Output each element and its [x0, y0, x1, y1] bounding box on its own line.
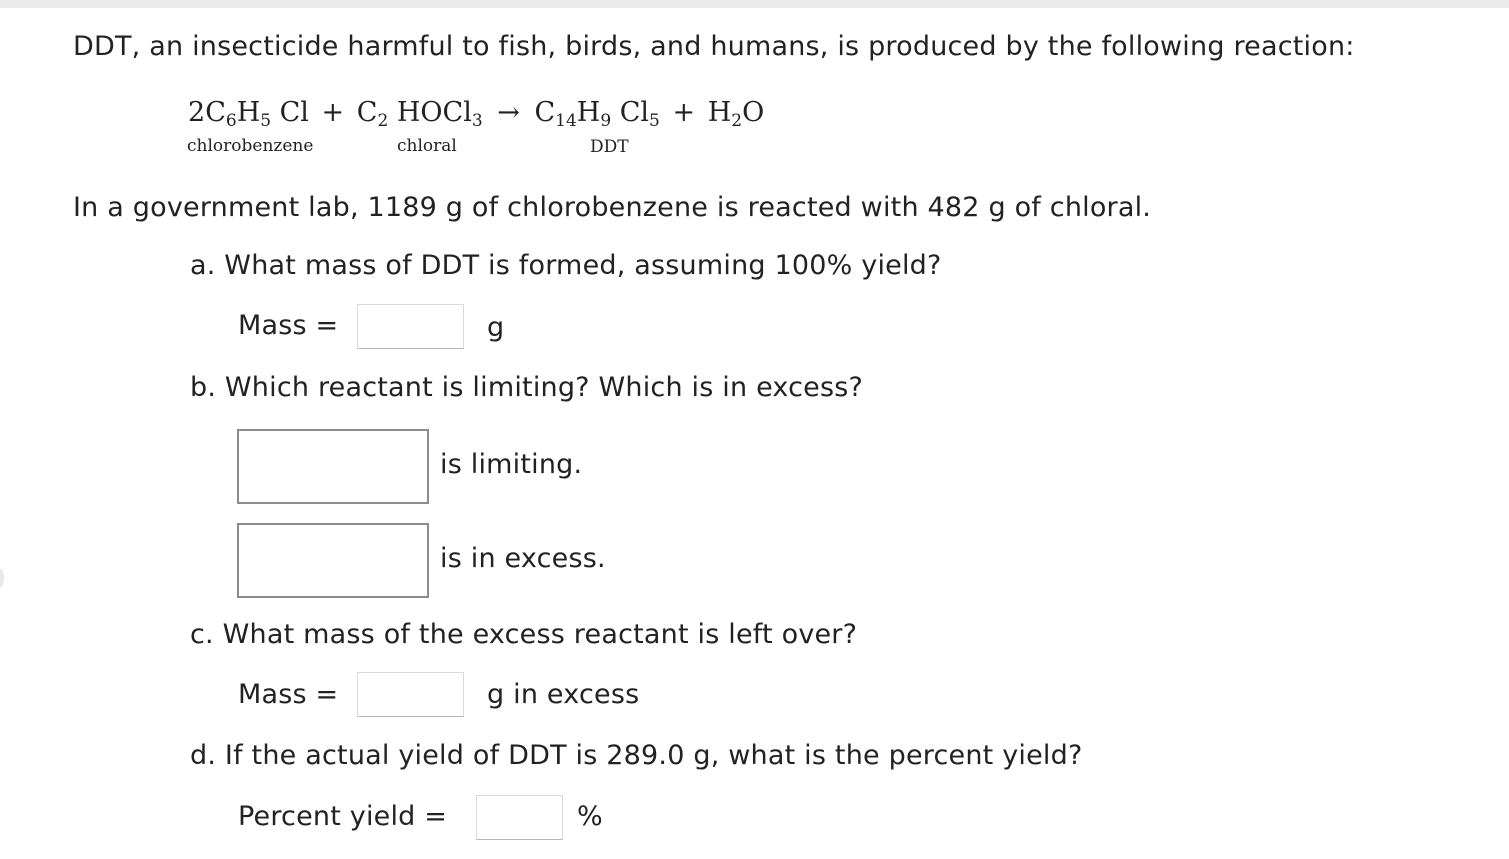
el: H: [576, 97, 601, 128]
label-chlorobenzene: chlorobenzene: [187, 136, 314, 156]
part-c-unit: g in excess: [487, 679, 640, 710]
sub: 5: [260, 111, 272, 131]
part-a-question: a. What mass of DDT is formed, assuming 100% yield?: [190, 250, 942, 281]
plus-sign: +: [672, 97, 696, 128]
el: C: [205, 97, 226, 128]
el: O: [742, 97, 765, 128]
limiting-reactant-input[interactable]: [237, 429, 429, 504]
term-chloral: [356, 97, 483, 131]
coef: 2: [188, 97, 206, 128]
percent-yield-input[interactable]: [476, 795, 563, 840]
term-ddt: [534, 97, 660, 131]
el: C: [534, 97, 556, 128]
part-d-unit: %: [577, 801, 603, 832]
part-d-question: d. If the actual yield of DDT is 289.0 g, what is the percent yield?: [190, 740, 1083, 771]
setup-text: In a government lab, 1189 g of chlorobenzene is reacted with 482 g of chloral.: [73, 192, 1152, 223]
el: H: [236, 97, 261, 128]
term-water: [707, 97, 765, 131]
part-a-mass-input[interactable]: [357, 304, 464, 349]
el: H: [707, 97, 732, 128]
top-bar: [0, 0, 1509, 8]
el: HOCl: [388, 97, 472, 128]
part-a-unit: g: [487, 312, 505, 343]
part-d-percent-label: Percent yield =: [238, 801, 448, 832]
part-c-question: c. What mass of the excess reactant is left over?: [190, 619, 858, 650]
el: Cl: [611, 97, 650, 128]
sub: 2: [731, 111, 743, 131]
sub: 5: [649, 111, 660, 131]
label-ddt: DDT: [590, 137, 629, 157]
part-c-mass-input[interactable]: [357, 672, 464, 717]
sub: 6: [225, 111, 237, 131]
arrow: →: [497, 97, 520, 128]
sub: 14: [555, 111, 577, 131]
el: C: [356, 97, 378, 128]
sub: 9: [600, 111, 612, 131]
part-b-question: b. Which reactant is limiting? Which is in excess?: [190, 372, 864, 403]
scroll-edge-indicator: [0, 568, 4, 588]
el: Cl: [271, 97, 309, 128]
sub: 3: [471, 111, 483, 131]
excess-text: is in excess.: [440, 543, 606, 574]
term-chlorobenzene: [188, 97, 309, 131]
part-c-mass-label: Mass =: [238, 679, 339, 710]
chemical-equation: [188, 97, 765, 131]
part-a-mass-label: Mass =: [238, 310, 339, 341]
plus-sign: +: [321, 97, 345, 128]
intro-text: DDT, an insecticide harmful to fish, birds, and humans, is produced by the following reaction:: [73, 31, 1355, 62]
limiting-text: is limiting.: [440, 449, 583, 480]
sub: 2: [377, 111, 389, 131]
excess-reactant-input[interactable]: [237, 523, 429, 598]
label-chloral: chloral: [397, 136, 457, 156]
